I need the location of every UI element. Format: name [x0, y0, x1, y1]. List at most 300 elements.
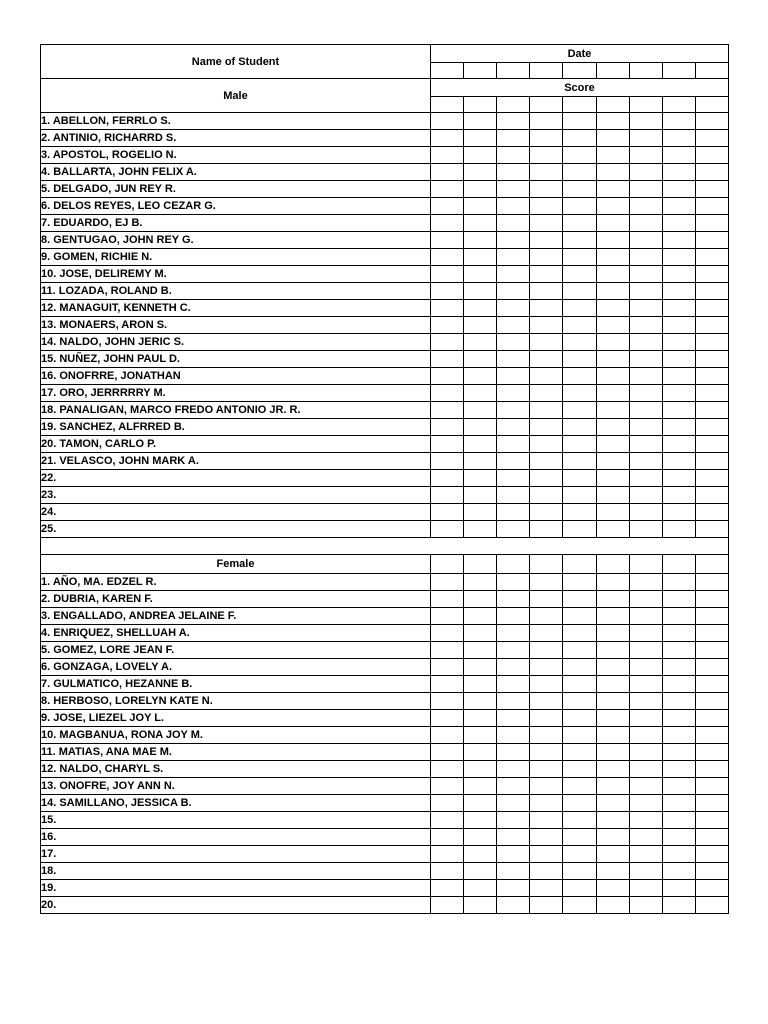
score-cell[interactable]	[662, 147, 695, 164]
score-cell[interactable]	[530, 368, 563, 385]
score-cell[interactable]	[629, 591, 662, 608]
score-cell[interactable]	[464, 863, 497, 880]
score-cell[interactable]	[464, 198, 497, 215]
score-cell[interactable]	[662, 846, 695, 863]
score-cell[interactable]	[695, 591, 728, 608]
score-cell[interactable]	[464, 63, 497, 79]
score-cell[interactable]	[596, 436, 629, 453]
score-cell[interactable]	[695, 63, 728, 79]
score-cell[interactable]	[596, 693, 629, 710]
score-cell[interactable]	[662, 897, 695, 914]
score-cell[interactable]	[431, 385, 464, 402]
score-cell[interactable]	[662, 249, 695, 266]
score-cell[interactable]	[629, 625, 662, 642]
score-cell[interactable]	[695, 385, 728, 402]
score-cell[interactable]	[596, 897, 629, 914]
score-cell[interactable]	[563, 812, 596, 829]
score-cell[interactable]	[464, 470, 497, 487]
score-cell[interactable]	[629, 453, 662, 470]
score-cell[interactable]	[596, 453, 629, 470]
score-cell[interactable]	[431, 591, 464, 608]
score-cell[interactable]	[464, 453, 497, 470]
score-cell[interactable]	[530, 300, 563, 317]
score-cell[interactable]	[563, 283, 596, 300]
score-cell[interactable]	[530, 232, 563, 249]
score-cell[interactable]	[497, 795, 530, 812]
score-cell[interactable]	[695, 555, 728, 574]
score-cell[interactable]	[629, 232, 662, 249]
score-cell[interactable]	[530, 591, 563, 608]
score-cell[interactable]	[497, 659, 530, 676]
score-cell[interactable]	[530, 880, 563, 897]
score-cell[interactable]	[596, 555, 629, 574]
score-cell[interactable]	[695, 266, 728, 283]
score-cell[interactable]	[662, 829, 695, 846]
score-cell[interactable]	[464, 419, 497, 436]
score-cell[interactable]	[662, 642, 695, 659]
score-cell[interactable]	[497, 181, 530, 198]
score-cell[interactable]	[662, 436, 695, 453]
score-cell[interactable]	[695, 812, 728, 829]
score-cell[interactable]	[497, 351, 530, 368]
score-cell[interactable]	[629, 283, 662, 300]
score-cell[interactable]	[563, 97, 596, 113]
score-cell[interactable]	[596, 642, 629, 659]
score-cell[interactable]	[431, 402, 464, 419]
score-cell[interactable]	[629, 727, 662, 744]
score-cell[interactable]	[695, 710, 728, 727]
score-cell[interactable]	[464, 727, 497, 744]
score-cell[interactable]	[695, 625, 728, 642]
score-cell[interactable]	[629, 555, 662, 574]
score-cell[interactable]	[662, 419, 695, 436]
score-cell[interactable]	[464, 249, 497, 266]
score-cell[interactable]	[629, 402, 662, 419]
score-cell[interactable]	[662, 232, 695, 249]
score-cell[interactable]	[662, 63, 695, 79]
score-cell[interactable]	[662, 863, 695, 880]
score-cell[interactable]	[563, 147, 596, 164]
score-cell[interactable]	[563, 504, 596, 521]
score-cell[interactable]	[662, 710, 695, 727]
score-cell[interactable]	[629, 130, 662, 147]
score-cell[interactable]	[563, 232, 596, 249]
score-cell[interactable]	[497, 283, 530, 300]
score-cell[interactable]	[596, 368, 629, 385]
score-cell[interactable]	[497, 521, 530, 538]
score-cell[interactable]	[662, 487, 695, 504]
score-cell[interactable]	[464, 113, 497, 130]
score-cell[interactable]	[497, 63, 530, 79]
score-cell[interactable]	[431, 300, 464, 317]
score-cell[interactable]	[464, 266, 497, 283]
score-cell[interactable]	[596, 266, 629, 283]
score-cell[interactable]	[464, 761, 497, 778]
score-cell[interactable]	[530, 744, 563, 761]
score-cell[interactable]	[695, 897, 728, 914]
score-cell[interactable]	[497, 266, 530, 283]
score-cell[interactable]	[497, 300, 530, 317]
score-cell[interactable]	[563, 436, 596, 453]
score-cell[interactable]	[530, 147, 563, 164]
score-cell[interactable]	[431, 504, 464, 521]
score-cell[interactable]	[662, 727, 695, 744]
score-cell[interactable]	[464, 659, 497, 676]
score-cell[interactable]	[662, 402, 695, 419]
score-cell[interactable]	[431, 880, 464, 897]
score-cell[interactable]	[695, 676, 728, 693]
score-cell[interactable]	[629, 419, 662, 436]
score-cell[interactable]	[497, 113, 530, 130]
score-cell[interactable]	[662, 198, 695, 215]
score-cell[interactable]	[497, 249, 530, 266]
score-cell[interactable]	[596, 676, 629, 693]
score-cell[interactable]	[530, 266, 563, 283]
score-cell[interactable]	[497, 880, 530, 897]
score-cell[interactable]	[563, 608, 596, 625]
score-cell[interactable]	[662, 795, 695, 812]
score-cell[interactable]	[431, 710, 464, 727]
score-cell[interactable]	[662, 470, 695, 487]
score-cell[interactable]	[530, 829, 563, 846]
score-cell[interactable]	[596, 317, 629, 334]
score-cell[interactable]	[431, 97, 464, 113]
score-cell[interactable]	[431, 113, 464, 130]
score-cell[interactable]	[662, 300, 695, 317]
score-cell[interactable]	[431, 608, 464, 625]
score-cell[interactable]	[695, 642, 728, 659]
score-cell[interactable]	[629, 113, 662, 130]
score-cell[interactable]	[431, 419, 464, 436]
score-cell[interactable]	[431, 351, 464, 368]
score-cell[interactable]	[629, 880, 662, 897]
score-cell[interactable]	[695, 249, 728, 266]
score-cell[interactable]	[530, 97, 563, 113]
score-cell[interactable]	[695, 795, 728, 812]
score-cell[interactable]	[563, 625, 596, 642]
score-cell[interactable]	[629, 897, 662, 914]
score-cell[interactable]	[464, 402, 497, 419]
score-cell[interactable]	[497, 710, 530, 727]
score-cell[interactable]	[662, 385, 695, 402]
score-cell[interactable]	[695, 863, 728, 880]
score-cell[interactable]	[629, 574, 662, 591]
score-cell[interactable]	[530, 897, 563, 914]
score-cell[interactable]	[563, 591, 596, 608]
score-cell[interactable]	[464, 317, 497, 334]
score-cell[interactable]	[431, 215, 464, 232]
score-cell[interactable]	[695, 744, 728, 761]
score-cell[interactable]	[530, 215, 563, 232]
score-cell[interactable]	[629, 829, 662, 846]
score-cell[interactable]	[695, 436, 728, 453]
score-cell[interactable]	[497, 625, 530, 642]
score-cell[interactable]	[695, 283, 728, 300]
score-cell[interactable]	[629, 470, 662, 487]
score-cell[interactable]	[695, 317, 728, 334]
score-cell[interactable]	[563, 130, 596, 147]
score-cell[interactable]	[563, 368, 596, 385]
score-cell[interactable]	[563, 249, 596, 266]
score-cell[interactable]	[464, 97, 497, 113]
score-cell[interactable]	[497, 504, 530, 521]
score-cell[interactable]	[464, 504, 497, 521]
score-cell[interactable]	[596, 761, 629, 778]
score-cell[interactable]	[695, 778, 728, 795]
score-cell[interactable]	[563, 897, 596, 914]
score-cell[interactable]	[662, 744, 695, 761]
score-cell[interactable]	[464, 164, 497, 181]
score-cell[interactable]	[464, 829, 497, 846]
score-cell[interactable]	[662, 164, 695, 181]
score-cell[interactable]	[629, 659, 662, 676]
score-cell[interactable]	[596, 402, 629, 419]
score-cell[interactable]	[662, 521, 695, 538]
score-cell[interactable]	[596, 113, 629, 130]
score-cell[interactable]	[530, 778, 563, 795]
score-cell[interactable]	[563, 113, 596, 130]
score-cell[interactable]	[530, 555, 563, 574]
score-cell[interactable]	[596, 232, 629, 249]
score-cell[interactable]	[464, 880, 497, 897]
score-cell[interactable]	[563, 693, 596, 710]
score-cell[interactable]	[629, 504, 662, 521]
score-cell[interactable]	[662, 812, 695, 829]
score-cell[interactable]	[629, 863, 662, 880]
score-cell[interactable]	[431, 744, 464, 761]
score-cell[interactable]	[629, 164, 662, 181]
score-cell[interactable]	[563, 555, 596, 574]
score-cell[interactable]	[662, 113, 695, 130]
score-cell[interactable]	[563, 676, 596, 693]
score-cell[interactable]	[530, 761, 563, 778]
score-cell[interactable]	[695, 453, 728, 470]
score-cell[interactable]	[695, 846, 728, 863]
score-cell[interactable]	[431, 676, 464, 693]
score-cell[interactable]	[662, 97, 695, 113]
score-cell[interactable]	[464, 555, 497, 574]
score-cell[interactable]	[629, 266, 662, 283]
score-cell[interactable]	[530, 436, 563, 453]
score-cell[interactable]	[530, 521, 563, 538]
score-cell[interactable]	[629, 334, 662, 351]
score-cell[interactable]	[464, 300, 497, 317]
score-cell[interactable]	[596, 487, 629, 504]
score-cell[interactable]	[497, 215, 530, 232]
score-cell[interactable]	[662, 130, 695, 147]
score-cell[interactable]	[464, 846, 497, 863]
score-cell[interactable]	[629, 676, 662, 693]
score-cell[interactable]	[497, 761, 530, 778]
score-cell[interactable]	[563, 198, 596, 215]
score-cell[interactable]	[464, 693, 497, 710]
score-cell[interactable]	[662, 574, 695, 591]
score-cell[interactable]	[662, 778, 695, 795]
score-cell[interactable]	[695, 693, 728, 710]
score-cell[interactable]	[629, 351, 662, 368]
score-cell[interactable]	[662, 215, 695, 232]
score-cell[interactable]	[629, 744, 662, 761]
score-cell[interactable]	[431, 334, 464, 351]
score-cell[interactable]	[431, 368, 464, 385]
score-cell[interactable]	[464, 642, 497, 659]
score-cell[interactable]	[662, 351, 695, 368]
score-cell[interactable]	[695, 521, 728, 538]
score-cell[interactable]	[629, 521, 662, 538]
score-cell[interactable]	[629, 385, 662, 402]
score-cell[interactable]	[497, 334, 530, 351]
score-cell[interactable]	[695, 880, 728, 897]
score-cell[interactable]	[431, 863, 464, 880]
score-cell[interactable]	[530, 453, 563, 470]
score-cell[interactable]	[596, 846, 629, 863]
score-cell[interactable]	[497, 591, 530, 608]
score-cell[interactable]	[563, 300, 596, 317]
score-cell[interactable]	[662, 591, 695, 608]
score-cell[interactable]	[497, 317, 530, 334]
score-cell[interactable]	[431, 283, 464, 300]
score-cell[interactable]	[662, 761, 695, 778]
score-cell[interactable]	[431, 266, 464, 283]
score-cell[interactable]	[563, 744, 596, 761]
score-cell[interactable]	[695, 659, 728, 676]
score-cell[interactable]	[431, 63, 464, 79]
score-cell[interactable]	[530, 659, 563, 676]
score-cell[interactable]	[596, 181, 629, 198]
score-cell[interactable]	[431, 198, 464, 215]
score-cell[interactable]	[596, 591, 629, 608]
score-cell[interactable]	[563, 846, 596, 863]
score-cell[interactable]	[563, 795, 596, 812]
score-cell[interactable]	[497, 778, 530, 795]
score-cell[interactable]	[563, 642, 596, 659]
score-cell[interactable]	[464, 368, 497, 385]
score-cell[interactable]	[695, 181, 728, 198]
score-cell[interactable]	[497, 232, 530, 249]
score-cell[interactable]	[695, 761, 728, 778]
score-cell[interactable]	[530, 351, 563, 368]
score-cell[interactable]	[563, 829, 596, 846]
score-cell[interactable]	[530, 470, 563, 487]
score-cell[interactable]	[629, 778, 662, 795]
score-cell[interactable]	[530, 249, 563, 266]
score-cell[interactable]	[497, 727, 530, 744]
score-cell[interactable]	[530, 198, 563, 215]
score-cell[interactable]	[629, 181, 662, 198]
score-cell[interactable]	[431, 897, 464, 914]
score-cell[interactable]	[662, 317, 695, 334]
score-cell[interactable]	[431, 625, 464, 642]
score-cell[interactable]	[596, 608, 629, 625]
score-cell[interactable]	[530, 419, 563, 436]
score-cell[interactable]	[530, 283, 563, 300]
score-cell[interactable]	[563, 334, 596, 351]
score-cell[interactable]	[464, 625, 497, 642]
score-cell[interactable]	[563, 727, 596, 744]
score-cell[interactable]	[464, 574, 497, 591]
score-cell[interactable]	[431, 846, 464, 863]
score-cell[interactable]	[530, 727, 563, 744]
score-cell[interactable]	[629, 368, 662, 385]
score-cell[interactable]	[563, 574, 596, 591]
score-cell[interactable]	[695, 147, 728, 164]
score-cell[interactable]	[464, 744, 497, 761]
score-cell[interactable]	[431, 761, 464, 778]
score-cell[interactable]	[497, 453, 530, 470]
score-cell[interactable]	[629, 710, 662, 727]
score-cell[interactable]	[464, 521, 497, 538]
score-cell[interactable]	[497, 368, 530, 385]
score-cell[interactable]	[464, 795, 497, 812]
score-cell[interactable]	[431, 181, 464, 198]
score-cell[interactable]	[629, 300, 662, 317]
score-cell[interactable]	[530, 334, 563, 351]
score-cell[interactable]	[629, 249, 662, 266]
score-cell[interactable]	[464, 608, 497, 625]
score-cell[interactable]	[563, 659, 596, 676]
score-cell[interactable]	[695, 368, 728, 385]
score-cell[interactable]	[563, 351, 596, 368]
score-cell[interactable]	[629, 761, 662, 778]
score-cell[interactable]	[596, 470, 629, 487]
score-cell[interactable]	[530, 642, 563, 659]
score-cell[interactable]	[662, 504, 695, 521]
score-cell[interactable]	[563, 453, 596, 470]
score-cell[interactable]	[431, 727, 464, 744]
score-cell[interactable]	[431, 659, 464, 676]
score-cell[interactable]	[596, 727, 629, 744]
score-cell[interactable]	[596, 300, 629, 317]
score-cell[interactable]	[629, 317, 662, 334]
score-cell[interactable]	[662, 676, 695, 693]
score-cell[interactable]	[596, 829, 629, 846]
score-cell[interactable]	[629, 795, 662, 812]
score-cell[interactable]	[530, 164, 563, 181]
score-cell[interactable]	[563, 317, 596, 334]
score-cell[interactable]	[464, 812, 497, 829]
score-cell[interactable]	[431, 521, 464, 538]
score-cell[interactable]	[695, 504, 728, 521]
score-cell[interactable]	[596, 334, 629, 351]
score-cell[interactable]	[530, 63, 563, 79]
score-cell[interactable]	[497, 402, 530, 419]
score-cell[interactable]	[563, 487, 596, 504]
score-cell[interactable]	[464, 487, 497, 504]
score-cell[interactable]	[530, 625, 563, 642]
score-cell[interactable]	[662, 181, 695, 198]
score-cell[interactable]	[431, 795, 464, 812]
score-cell[interactable]	[596, 710, 629, 727]
score-cell[interactable]	[530, 608, 563, 625]
score-cell[interactable]	[596, 863, 629, 880]
score-cell[interactable]	[695, 574, 728, 591]
score-cell[interactable]	[431, 574, 464, 591]
score-cell[interactable]	[530, 317, 563, 334]
score-cell[interactable]	[695, 402, 728, 419]
score-cell[interactable]	[596, 63, 629, 79]
score-cell[interactable]	[431, 555, 464, 574]
score-cell[interactable]	[563, 385, 596, 402]
score-cell[interactable]	[662, 608, 695, 625]
score-cell[interactable]	[596, 147, 629, 164]
score-cell[interactable]	[596, 351, 629, 368]
score-cell[interactable]	[596, 164, 629, 181]
score-cell[interactable]	[596, 283, 629, 300]
score-cell[interactable]	[431, 693, 464, 710]
score-cell[interactable]	[629, 642, 662, 659]
score-cell[interactable]	[464, 215, 497, 232]
score-cell[interactable]	[530, 402, 563, 419]
